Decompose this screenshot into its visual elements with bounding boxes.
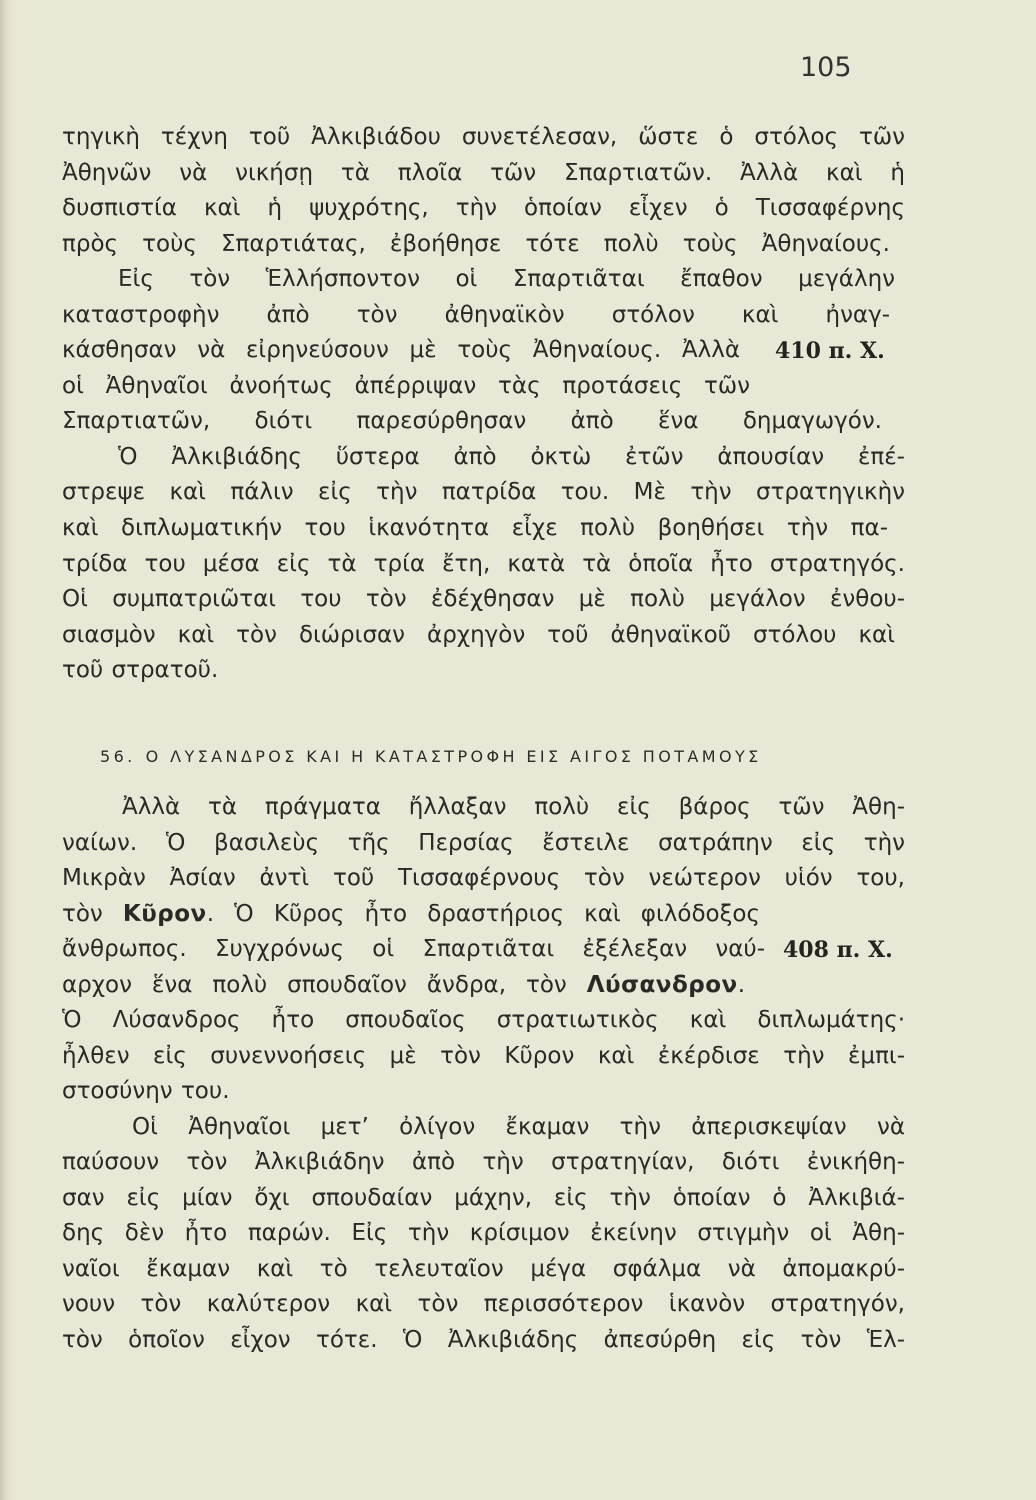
page-number: 105 xyxy=(800,52,852,83)
text-line xyxy=(62,968,745,1004)
text-run: . xyxy=(737,971,745,998)
text-line: οἱ Ἀθηναῖοι ἀνοήτως ἀπέρριψαν τὰς προτάσεις τῶν xyxy=(62,372,750,399)
section-1-body xyxy=(62,120,905,689)
text-line: δυσπιστία καὶ ἡ ψυχρότης, τὴν ὁποίαν εἶχεν ὁ Τισσαφέρνης xyxy=(62,195,905,222)
text-line: ἦλθεν εἰς συνεννοήσεις μὲ τὸν Κῦρον καὶ ἐκέρδισε τὴν ἐμπι- xyxy=(62,1042,905,1069)
text-line: κάσθησαν νὰ εἰρηνεύσουν μὲ τοὺς Ἀθηναίους. Ἀλλὰ xyxy=(62,337,740,364)
text-line: ναῖοι ἔκαμαν καὶ τὸ τελευταῖον μέγα σφάλμα νὰ ἀπομακρύ- xyxy=(62,1255,905,1282)
text-line: παύσουν τὸν Ἀλκιβιάδην ἀπὸ τὴν στρατηγίαν, διότι ἐνικήθη- xyxy=(62,1149,905,1175)
text-run: . Ὁ Κῦρος ἦτο δραστήριος καὶ φιλόδοξος xyxy=(206,900,760,927)
text-line: Σπαρτιατῶν, διότι παρεσύρθησαν ἀπὸ ἕνα δημαγωγόν. xyxy=(62,408,882,435)
paragraph-end-line: τοῦ στρατοῦ. xyxy=(62,657,219,684)
page-edge-shadow xyxy=(0,0,14,1500)
text-line: σαν εἰς μίαν ὄχι σπουδαίαν μάχην, εἰς τὴν ὁποίαν ὁ Ἀλκιβιά- xyxy=(62,1184,905,1211)
text-line: στρεψε καὶ πάλιν εἰς τὴν πατρίδα του. Μὲ τὴν στρατηγικὴν xyxy=(62,479,905,506)
paragraph-start-line: Εἰς τὸν Ἑλλήσποντον οἱ Σπαρτιᾶται ἔπαθον μεγάλην xyxy=(118,266,895,293)
text-line: πρὸς τοὺς Σπαρτιάτας, ἐβοήθησε τότε πολὺ τοὺς Ἀθηναίους. xyxy=(62,230,890,257)
margin-date-note: 408 π. Χ. xyxy=(783,937,893,963)
text-run: τὸν xyxy=(62,900,123,927)
text-line: ἄνθρωπος. Συγχρόνως οἱ Σπαρτιᾶται ἐξέλεξαν ναύ- xyxy=(62,936,765,962)
section-number: 56. xyxy=(100,747,136,766)
section-heading xyxy=(100,742,762,772)
text-line: τηγικὴ τέχνη τοῦ Ἀλκιβιάδου συνετέλεσαν, ὥστε ὁ στόλος τῶν xyxy=(62,124,905,150)
text-line: τρίδα του μέσα εἰς τὰ τρία ἔτη, κατὰ τὰ ὁποῖα ἦτο στρατηγός. xyxy=(62,550,905,577)
bold-name: Λύσανδρον xyxy=(586,971,738,998)
text-line: σιασμὸν καὶ τὸν διώρισαν ἀρχηγὸν τοῦ ἀθηναϊκοῦ στόλου καὶ xyxy=(62,621,895,648)
margin-date-note: 410 π. Χ. xyxy=(775,338,885,364)
text-line: καὶ διπλωματικήν του ἱκανότητα εἶχε πολὺ βοηθήσει τὴν πα- xyxy=(62,515,888,542)
section-2-body xyxy=(62,790,905,1358)
text-line: δης δὲν ἦτο παρών. Εἰς τὴν κρίσιμον ἐκείνην στιγμὴν οἱ Ἀθη- xyxy=(62,1220,905,1246)
text-line: Ὁ Λύσανδρος ἦτο σπουδαῖος στρατιωτικὸς καὶ διπλωμάτης· xyxy=(62,1007,905,1033)
text-line: τὸν ὁποῖον εἶχον τότε. Ὁ Ἀλκιβιάδης ἀπεσύρθη εἰς τὸν Ἑλ- xyxy=(62,1326,905,1353)
paragraph-start-line: Ἀλλὰ τὰ πράγματα ἤλλαξαν πολὺ εἰς βάρος τῶν Ἀθη- xyxy=(122,794,905,820)
bold-name: Κῦρον xyxy=(122,900,207,927)
paragraph-start-line: Οἱ Ἀθηναῖοι μετ’ ὀλίγον ἔκαμαν τὴν ἀπερισκεψίαν νὰ xyxy=(132,1113,905,1140)
paragraph-start-line: Ὁ Ἀλκιβιάδης ὕστερα ἀπὸ ὀκτὼ ἐτῶν ἀπουσίαν ἐπέ- xyxy=(118,443,905,470)
text-line: ναίων. Ὁ βασιλεὺς τῆς Περσίας ἔστειλε σατράπην εἰς τὴν xyxy=(62,829,905,856)
paragraph-end-line: στοσύνην του. xyxy=(62,1078,230,1104)
text-line xyxy=(62,897,760,933)
text-run: αρχον ἕνα πολὺ σπουδαῖον ἄνδρα, τὸν xyxy=(62,971,587,998)
text-line: νουν τὸν καλύτερον καὶ τὸν περισσότερον ἱκανὸν στρατηγόν, xyxy=(62,1291,905,1317)
text-line: Ἀθηνῶν νὰ νικήσῃ τὰ πλοῖα τῶν Σπαρτιατῶν. Ἀλλὰ καὶ ἡ xyxy=(62,159,905,186)
section-title: Ο ΛΥΣΑΝΔΡΟΣ ΚΑΙ Η ΚΑΤΑΣΤΡΟΦΗ ΕΙΣ ΑΙΓΟΣ ΠΟΤΑΜΟΥΣ xyxy=(145,747,762,766)
text-line: Μικρὰν Ἀσίαν ἀντὶ τοῦ Τισσαφέρνους τὸν νεώτερον υἱόν του, xyxy=(62,865,905,891)
text-line: Οἱ συμπατριῶται του τὸν ἐδέχθησαν μὲ πολὺ μεγάλον ἐνθου- xyxy=(62,586,905,613)
text-line: καταστροφὴν ἀπὸ τὸν ἀθηναϊκὸν στόλον καὶ ἠναγ- xyxy=(62,301,890,328)
